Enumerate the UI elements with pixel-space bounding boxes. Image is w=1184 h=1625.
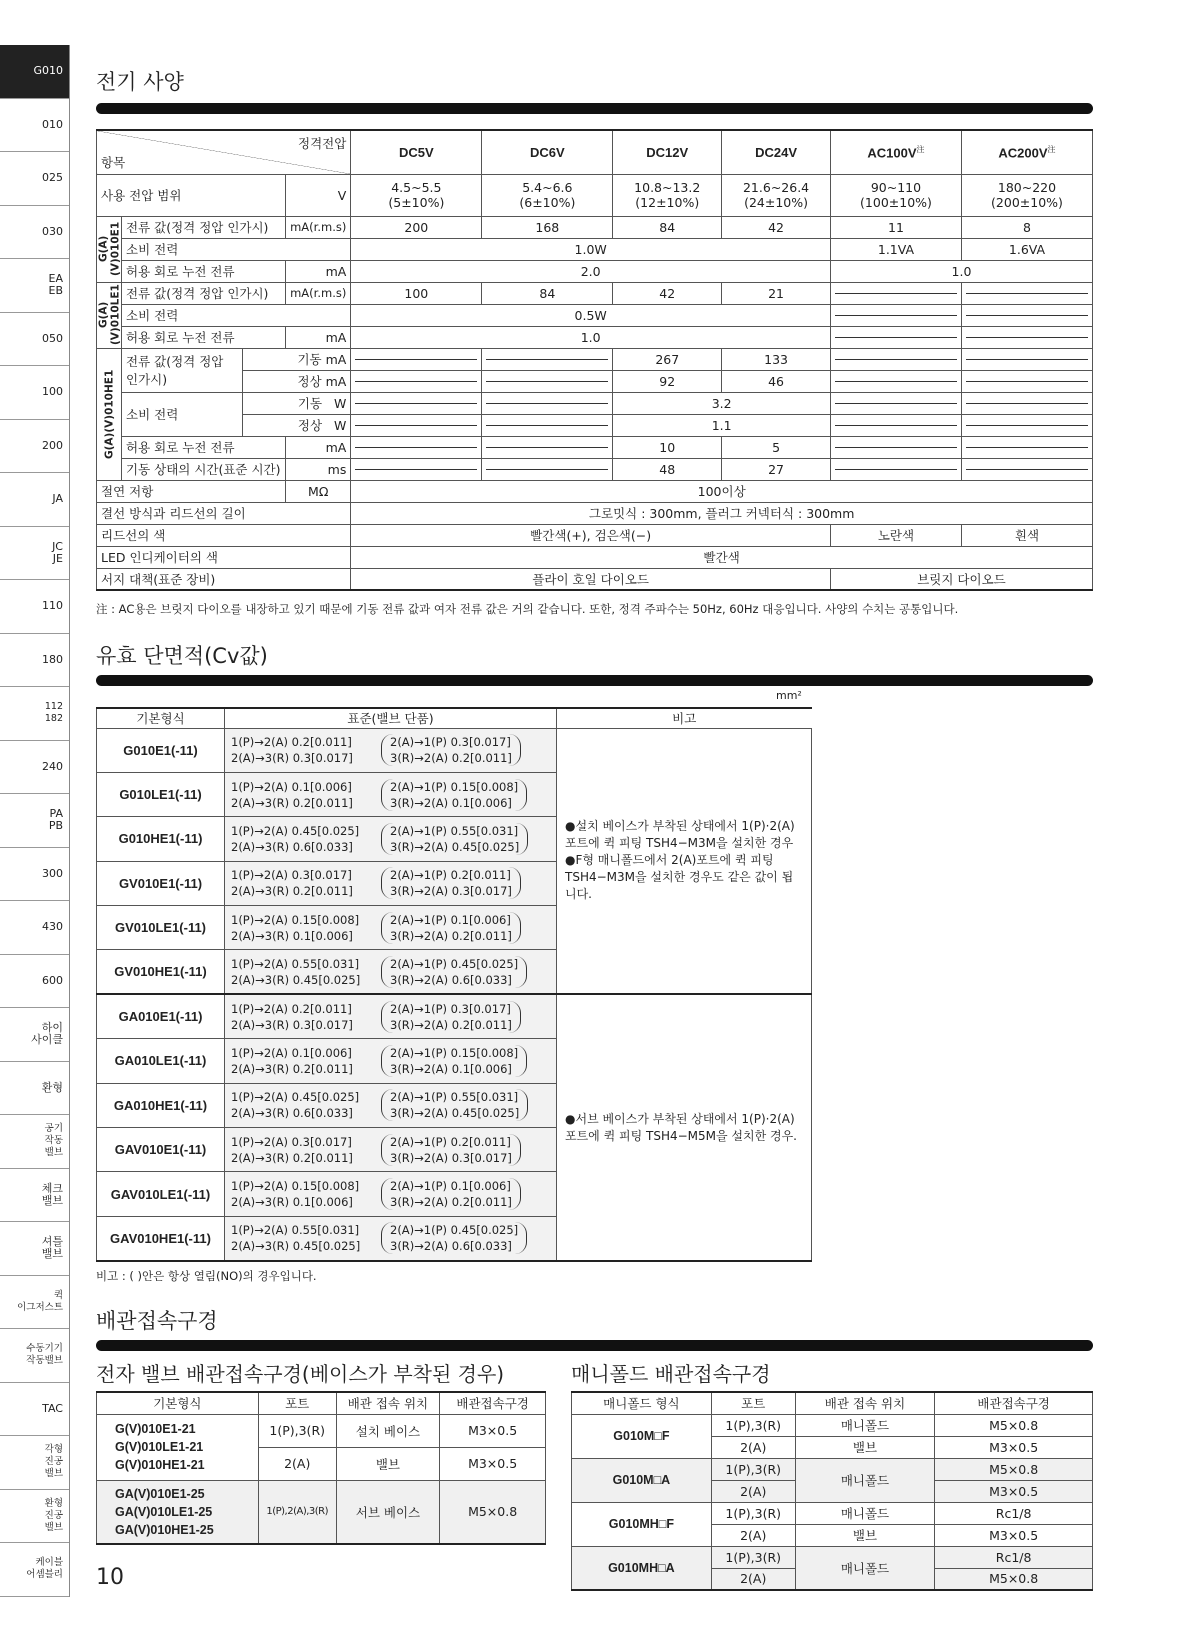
leak-value: 2.0 bbox=[351, 260, 831, 282]
spec-table bbox=[96, 129, 1093, 591]
location-cell: 매니폴드 bbox=[795, 1414, 935, 1436]
size-cell: M5×0.8 bbox=[935, 1414, 1093, 1436]
sidebar-tab[interactable]: EA EB bbox=[0, 259, 69, 313]
port-cell: 2(A) bbox=[711, 1568, 795, 1590]
cv-forward: 1(P)→2(A) 0.1[0.006] 2(A)→3(R) 0.2[0.011] bbox=[231, 1045, 353, 1076]
cv-remark: ●설치 베이스가 부착된 상태에서 1(P)·2(A)포트에 퀵 피팅 TSH4−M3M을 설치한 경우 ●F형 매니폴드에서 2(A)포트에 퀵 피팅 TSH4−M3M을 설치한 경우도 같은 값이 됩니다. bbox=[557, 728, 812, 994]
manifold-model: G010MH□A bbox=[572, 1546, 712, 1590]
leak-label: 허용 회로 누전 전류 bbox=[122, 436, 286, 458]
power-value: 1.1 bbox=[613, 414, 831, 436]
power-value: 1.6VA bbox=[961, 238, 1092, 260]
location-cell: 매니폴드 bbox=[795, 1546, 935, 1590]
cv-reverse: 2(A)→1(P) 0.2[0.011] 3(R)→2(A) 0.3[0.017] bbox=[381, 867, 521, 899]
sidebar-tab[interactable]: 600 bbox=[0, 955, 69, 1009]
cv-values bbox=[225, 950, 557, 994]
valve-piping-table bbox=[96, 1391, 546, 1545]
cv-model: G010LE1(-11) bbox=[97, 772, 225, 816]
cv-forward: 1(P)→2(A) 0.15[0.008] 2(A)→3(R) 0.1[0.006] bbox=[231, 1179, 360, 1210]
current-value: 42 bbox=[722, 216, 831, 238]
current-value: 11 bbox=[830, 216, 961, 238]
sidebar-tab[interactable]: 112 182 bbox=[0, 687, 69, 741]
cv-values bbox=[225, 994, 557, 1038]
size-cell: Rc1/8 bbox=[935, 1546, 1093, 1568]
piping-header: 배관 접속 위치 bbox=[336, 1392, 440, 1414]
range-tolerance: (24±10%) bbox=[744, 195, 809, 210]
port-cell: 2(A) bbox=[711, 1436, 795, 1458]
range-value: 90~110 bbox=[870, 180, 922, 195]
location-cell: 설치 베이스 bbox=[336, 1414, 440, 1447]
size-cell: M5×0.8 bbox=[440, 1480, 546, 1544]
leak-value: 1.0 bbox=[351, 326, 831, 348]
location-cell: 매니폴드 bbox=[795, 1458, 935, 1502]
sidebar-tab[interactable]: 010 bbox=[0, 99, 69, 153]
leak-label: 허용 회로 누전 전류 bbox=[122, 326, 286, 348]
size-cell: M5×0.8 bbox=[935, 1568, 1093, 1590]
cv-note: 비고 : ( )안은 항상 열림(NO)의 경우입니다. bbox=[96, 1269, 317, 1283]
current-value: 21 bbox=[722, 282, 831, 304]
manifold-model: G010MH□F bbox=[572, 1502, 712, 1546]
cv-model: GAV010LE1(-11) bbox=[97, 1172, 225, 1216]
sidebar-tab[interactable]: TAC bbox=[0, 1383, 69, 1437]
dash-cell bbox=[351, 414, 482, 436]
cv-forward: 1(P)→2(A) 0.3[0.017] 2(A)→3(R) 0.2[0.011] bbox=[231, 1134, 353, 1165]
dash-cell bbox=[351, 348, 482, 370]
size-cell: M3×0.5 bbox=[935, 1436, 1093, 1458]
cv-model: GV010LE1(-11) bbox=[97, 906, 225, 950]
dash-cell bbox=[482, 414, 613, 436]
cv-forward: 1(P)→2(A) 0.45[0.025] 2(A)→3(R) 0.6[0.033] bbox=[231, 1090, 360, 1121]
size-cell: M3×0.5 bbox=[440, 1447, 546, 1480]
dash-cell bbox=[830, 326, 961, 348]
cv-model: G010HE1(-11) bbox=[97, 817, 225, 861]
cv-model: GA010E1(-11) bbox=[97, 994, 225, 1038]
sidebar-tab[interactable]: 하이 사이클 bbox=[0, 1008, 69, 1062]
cv-values bbox=[225, 728, 557, 772]
sidebar-tab[interactable]: G010 bbox=[0, 45, 69, 99]
range-label: 사용 전압 범위 bbox=[97, 174, 286, 216]
size-cell: M3×0.5 bbox=[935, 1480, 1093, 1502]
location-cell: 밸브 bbox=[336, 1447, 440, 1480]
dash-cell bbox=[482, 392, 613, 414]
voltage-col: DC24V bbox=[722, 130, 831, 174]
lead-value: 노란색 bbox=[830, 524, 961, 546]
dash-cell bbox=[830, 282, 961, 304]
current-value: 200 bbox=[351, 216, 482, 238]
size-cell: M3×0.5 bbox=[440, 1414, 546, 1447]
dash-cell bbox=[961, 414, 1092, 436]
cv-model: G010E1(-11) bbox=[97, 728, 225, 772]
sidebar-tab[interactable]: JC JE bbox=[0, 527, 69, 581]
valve-model-group: GA(V)010E1-25 GA(V)010LE1-25 GA(V)010HE1-25 bbox=[97, 1480, 259, 1544]
dash-cell bbox=[961, 458, 1092, 480]
dash-cell bbox=[830, 436, 961, 458]
cv-model: GA010HE1(-11) bbox=[97, 1083, 225, 1127]
manifold-piping-title: 매니폴드 배관접속구경 bbox=[571, 1362, 771, 1386]
dash-cell bbox=[830, 414, 961, 436]
sidebar-tab[interactable]: 050 bbox=[0, 313, 69, 367]
sidebar-tab[interactable]: 각형 진공 밸브 bbox=[0, 1436, 69, 1490]
port-cell: 1(P),3(R) bbox=[258, 1414, 336, 1447]
cv-forward: 1(P)→2(A) 0.15[0.008] 2(A)→3(R) 0.1[0.006] bbox=[231, 912, 360, 943]
cv-forward: 1(P)→2(A) 0.3[0.017] 2(A)→3(R) 0.2[0.011] bbox=[231, 868, 353, 899]
range-value: 21.6~26.4 bbox=[742, 180, 810, 195]
current-value: 8 bbox=[961, 216, 1092, 238]
current-value: 267 bbox=[613, 348, 722, 370]
dash-cell bbox=[830, 458, 961, 480]
location-cell: 서브 베이스 bbox=[336, 1480, 440, 1544]
section-divider bbox=[96, 103, 1093, 114]
cv-reverse: 2(A)→1(P) 0.45[0.025] 3(R)→2(A) 0.6[0.033] bbox=[381, 956, 527, 988]
current-label: 전류 값(정격 정압 인가시) bbox=[122, 282, 286, 304]
cv-values bbox=[225, 1172, 557, 1216]
cv-forward: 1(P)→2(A) 0.2[0.011] 2(A)→3(R) 0.3[0.017] bbox=[231, 1001, 353, 1032]
sidebar-tab[interactable]: 030 bbox=[0, 206, 69, 260]
header-rated-voltage: 정격전압 bbox=[298, 136, 347, 151]
cv-reverse: 2(A)→1(P) 0.55[0.031] 3(R)→2(A) 0.45[0.025] bbox=[381, 823, 528, 855]
dash-cell bbox=[961, 348, 1092, 370]
cv-model: GV010HE1(-11) bbox=[97, 950, 225, 994]
page-number: 10 bbox=[96, 1565, 124, 1590]
range-tolerance: (5±10%) bbox=[388, 195, 445, 210]
sidebar-tab[interactable]: 430 bbox=[0, 901, 69, 955]
current-value: 92 bbox=[613, 370, 722, 392]
cv-unit: mm² bbox=[776, 689, 802, 702]
current-value: 84 bbox=[613, 216, 722, 238]
spec-note: 注 : AC용은 브릿지 다이오를 내장하고 있기 때문에 기동 전류 값과 여자 전류 값은 거의 같습니다. 또한, 정격 주파수는 50Hz, 60Hz 대응입니다. 사양의 수치는 공통입니다. bbox=[96, 602, 959, 616]
port-cell: 1(P),3(R) bbox=[711, 1546, 795, 1568]
cv-forward: 1(P)→2(A) 0.45[0.025] 2(A)→3(R) 0.6[0.033] bbox=[231, 823, 360, 854]
voltage-label: AC200V bbox=[998, 145, 1048, 161]
cv-values bbox=[225, 817, 557, 861]
start-ma-label: 기동 mA bbox=[242, 348, 351, 370]
sidebar-tab[interactable]: 체크 밸브 bbox=[0, 1169, 69, 1223]
current-unit: mA(r.m.s) bbox=[286, 282, 351, 304]
surge-value: 브릿지 다이오드 bbox=[830, 568, 1092, 590]
current-label: 전류 값(정격 정압 인가시) bbox=[122, 348, 243, 392]
dash-cell bbox=[482, 436, 613, 458]
range-unit: V bbox=[286, 174, 351, 216]
port-cell: 1(P),3(R) bbox=[711, 1458, 795, 1480]
dash-cell bbox=[961, 370, 1092, 392]
current-label: 전류 값(정격 정압 인가시) bbox=[122, 216, 286, 238]
dash-cell bbox=[482, 458, 613, 480]
port-cell: 1(P),2(A),3(R) bbox=[258, 1480, 336, 1544]
range-cell bbox=[961, 174, 1092, 216]
sidebar-tab[interactable]: 180 bbox=[0, 634, 69, 688]
voltage-col bbox=[961, 130, 1092, 174]
cv-reverse: 2(A)→1(P) 0.15[0.008] 3(R)→2(A) 0.1[0.006] bbox=[381, 779, 527, 811]
dash-cell bbox=[830, 392, 961, 414]
steady-w-label: 정상 W bbox=[242, 414, 351, 436]
section-divider bbox=[96, 675, 1093, 686]
dash-cell bbox=[351, 370, 482, 392]
dash-cell bbox=[961, 436, 1092, 458]
dash-cell bbox=[830, 304, 961, 326]
cv-values bbox=[225, 1039, 557, 1083]
wiring-label: 결선 방식과 리드선의 길이 bbox=[97, 502, 351, 524]
power-value: 3.2 bbox=[613, 392, 831, 414]
dash-cell bbox=[961, 304, 1092, 326]
dash-cell bbox=[351, 436, 482, 458]
leak-unit: mA bbox=[286, 436, 351, 458]
range-tolerance: (200±10%) bbox=[991, 195, 1063, 210]
voltage-col: DC6V bbox=[482, 130, 613, 174]
sidebar-tab[interactable]: 240 bbox=[0, 741, 69, 795]
steady-ma-label: 정상 mA bbox=[242, 370, 351, 392]
range-cell bbox=[482, 174, 613, 216]
note-mark: 注 bbox=[916, 145, 925, 155]
voltage-col: DC12V bbox=[613, 130, 722, 174]
cv-model: GAV010E1(-11) bbox=[97, 1128, 225, 1172]
dash-cell bbox=[482, 348, 613, 370]
dash-cell bbox=[830, 348, 961, 370]
piping-header: 포트 bbox=[711, 1392, 795, 1414]
dash-cell bbox=[351, 392, 482, 414]
wiring-value: 그로밋식 : 300mm, 플러그 커넥터식 : 300mm bbox=[351, 502, 1093, 524]
range-value: 180~220 bbox=[997, 180, 1057, 195]
port-cell: 2(A) bbox=[711, 1524, 795, 1546]
sidebar-tab[interactable]: 환형 진공 밸브 bbox=[0, 1490, 69, 1544]
cv-remark: ●서브 베이스가 부착된 상태에서 1(P)·2(A) 포트에 퀵 피팅 TSH4−M5M을 설치한 경우. bbox=[557, 994, 812, 1260]
voltage-label: AC100V bbox=[867, 145, 917, 161]
dash-cell bbox=[961, 326, 1092, 348]
cv-values bbox=[225, 772, 557, 816]
cv-model: GV010E1(-11) bbox=[97, 861, 225, 905]
power-label: 소비 전력 bbox=[122, 304, 351, 326]
cv-header: 기본형식 bbox=[97, 708, 225, 728]
port-cell: 1(P),3(R) bbox=[711, 1502, 795, 1524]
cv-forward: 1(P)→2(A) 0.55[0.031] 2(A)→3(R) 0.45[0.025] bbox=[231, 956, 361, 987]
range-cell bbox=[351, 174, 482, 216]
section-title-piping: 배관접속구경 bbox=[96, 1309, 218, 1333]
piping-header: 배관접속구경 bbox=[440, 1392, 546, 1414]
cv-forward: 1(P)→2(A) 0.1[0.006] 2(A)→3(R) 0.2[0.011] bbox=[231, 779, 353, 810]
range-cell bbox=[830, 174, 961, 216]
size-cell: M5×0.8 bbox=[935, 1458, 1093, 1480]
piping-header: 기본형식 bbox=[97, 1392, 259, 1414]
cv-reverse: 2(A)→1(P) 0.1[0.006] 3(R)→2(A) 0.2[0.011] bbox=[381, 1178, 521, 1210]
sidebar-tab[interactable]: 100 bbox=[0, 366, 69, 420]
sidebar-tab[interactable]: 200 bbox=[0, 420, 69, 474]
size-cell: Rc1/8 bbox=[935, 1502, 1093, 1524]
sidebar-tab[interactable]: 환형 bbox=[0, 1062, 69, 1116]
cv-values bbox=[225, 1216, 557, 1260]
sidebar-tab[interactable]: 110 bbox=[0, 580, 69, 634]
current-value: 100 bbox=[351, 282, 482, 304]
cv-reverse: 2(A)→1(P) 0.1[0.006] 3(R)→2(A) 0.2[0.011] bbox=[381, 912, 521, 944]
location-cell: 밸브 bbox=[795, 1524, 935, 1546]
sidebar-tab[interactable]: 케이블 어셈블리 bbox=[0, 1543, 69, 1597]
cv-reverse: 2(A)→1(P) 0.3[0.017] 3(R)→2(A) 0.2[0.011] bbox=[381, 734, 521, 766]
range-tolerance: (12±10%) bbox=[635, 195, 700, 210]
cv-values bbox=[225, 861, 557, 905]
note-mark: 注 bbox=[1047, 145, 1056, 155]
leak-unit: mA bbox=[286, 260, 351, 282]
section-title-cv: 유효 단면적(Cv값) bbox=[96, 644, 268, 668]
range-cell bbox=[613, 174, 722, 216]
led-value: 빨간색 bbox=[351, 546, 1093, 568]
surge-label: 서지 대책(표준 장비) bbox=[97, 568, 351, 590]
dash-cell bbox=[961, 392, 1092, 414]
time-value: 48 bbox=[613, 458, 722, 480]
current-value: 133 bbox=[722, 348, 831, 370]
sidebar-tab[interactable]: 수동기기 작동밸브 bbox=[0, 1329, 69, 1383]
piping-header: 매니폴드 형식 bbox=[572, 1392, 712, 1414]
cv-reverse: 2(A)→1(P) 0.45[0.025] 3(R)→2(A) 0.6[0.033] bbox=[381, 1222, 527, 1254]
dash-cell bbox=[482, 370, 613, 392]
cv-reverse: 2(A)→1(P) 0.3[0.017] 3(R)→2(A) 0.2[0.011] bbox=[381, 1001, 521, 1033]
leak-label: 허용 회로 누전 전류 bbox=[122, 260, 286, 282]
port-cell: 2(A) bbox=[711, 1480, 795, 1502]
sidebar-tab[interactable]: 셔틀 밸브 bbox=[0, 1222, 69, 1276]
sidebar-tab[interactable]: 퀵 이그저스트 bbox=[0, 1276, 69, 1330]
cv-values bbox=[225, 906, 557, 950]
current-value: 168 bbox=[482, 216, 613, 238]
power-value: 0.5W bbox=[351, 304, 831, 326]
lead-value: 빨간색(+), 검은색(−) bbox=[351, 524, 831, 546]
voltage-col bbox=[830, 130, 961, 174]
power-value: 1.0W bbox=[351, 238, 831, 260]
leak-value: 5 bbox=[722, 436, 831, 458]
current-value: 46 bbox=[722, 370, 831, 392]
group-label-e1: G(A)(V)010E1 bbox=[97, 216, 122, 282]
leak-value: 10 bbox=[613, 436, 722, 458]
lead-value: 흰색 bbox=[961, 524, 1092, 546]
sidebar-tab[interactable]: 300 bbox=[0, 848, 69, 902]
cv-values bbox=[225, 1083, 557, 1127]
manifold-model: G010M□F bbox=[572, 1414, 712, 1458]
cv-values bbox=[225, 1128, 557, 1172]
led-label: LED 인디케이터의 색 bbox=[97, 546, 351, 568]
cv-model: GA010LE1(-11) bbox=[97, 1039, 225, 1083]
dash-cell bbox=[351, 458, 482, 480]
cv-reverse: 2(A)→1(P) 0.55[0.031] 3(R)→2(A) 0.45[0.025] bbox=[381, 1089, 528, 1121]
power-value: 1.1VA bbox=[830, 238, 961, 260]
insulation-label: 절연 저항 bbox=[97, 480, 286, 502]
range-value: 4.5~5.5 bbox=[391, 180, 442, 195]
leak-value: 1.0 bbox=[830, 260, 1092, 282]
power-label: 소비 전력 bbox=[122, 392, 243, 436]
section-title-electrical: 전기 사양 bbox=[96, 70, 184, 94]
range-value: 5.4~6.6 bbox=[522, 180, 573, 195]
insulation-value: 100이상 bbox=[351, 480, 1093, 502]
time-label: 기동 상태의 시간(표준 시간) bbox=[122, 458, 286, 480]
piping-header: 포트 bbox=[258, 1392, 336, 1414]
section-divider bbox=[96, 1340, 1093, 1351]
cv-forward: 1(P)→2(A) 0.2[0.011] 2(A)→3(R) 0.3[0.017] bbox=[231, 735, 353, 766]
lead-label: 리드선의 색 bbox=[97, 524, 351, 546]
time-unit: ms bbox=[286, 458, 351, 480]
cv-reverse: 2(A)→1(P) 0.15[0.008] 3(R)→2(A) 0.1[0.006] bbox=[381, 1045, 527, 1077]
manifold-model: G010M□A bbox=[572, 1458, 712, 1502]
header-diagonal-cell bbox=[97, 130, 351, 174]
current-unit: mA(r.m.s) bbox=[286, 216, 351, 238]
sidebar-tab[interactable]: PA PB bbox=[0, 794, 69, 848]
power-label: 소비 전력 bbox=[122, 238, 351, 260]
surge-value: 플라이 호일 다이오드 bbox=[351, 568, 831, 590]
port-cell: 2(A) bbox=[258, 1447, 336, 1480]
manifold-piping-table bbox=[571, 1391, 1093, 1591]
group-label-le1: G(A)(V)010LE1 bbox=[97, 282, 122, 348]
valve-model-group: G(V)010E1-21 G(V)010LE1-21 G(V)010HE1-21 bbox=[97, 1414, 259, 1480]
cv-header: 표준(밸브 단품) bbox=[225, 708, 557, 728]
cv-reverse: 2(A)→1(P) 0.2[0.011] 3(R)→2(A) 0.3[0.017] bbox=[381, 1134, 521, 1166]
sidebar-nav bbox=[0, 45, 70, 1597]
cv-header: 비고 bbox=[557, 708, 812, 728]
piping-header: 배관접속구경 bbox=[935, 1392, 1093, 1414]
range-tolerance: (6±10%) bbox=[519, 195, 576, 210]
group-label-he1: G(A)(V)010HE1 bbox=[97, 348, 122, 480]
port-cell: 1(P),3(R) bbox=[711, 1414, 795, 1436]
insulation-unit: MΩ bbox=[286, 480, 351, 502]
cv-model: GAV010HE1(-11) bbox=[97, 1216, 225, 1260]
range-tolerance: (100±10%) bbox=[860, 195, 932, 210]
sidebar-tab[interactable]: 공기 작동 밸브 bbox=[0, 1115, 69, 1169]
dash-cell bbox=[961, 282, 1092, 304]
leak-unit: mA bbox=[286, 326, 351, 348]
range-cell bbox=[722, 174, 831, 216]
current-value: 84 bbox=[482, 282, 613, 304]
range-value: 10.8~13.2 bbox=[634, 180, 701, 195]
sidebar-tab[interactable]: 025 bbox=[0, 152, 69, 206]
voltage-col: DC5V bbox=[351, 130, 482, 174]
cv-forward: 1(P)→2(A) 0.55[0.031] 2(A)→3(R) 0.45[0.025] bbox=[231, 1223, 361, 1254]
location-cell: 밸브 bbox=[795, 1436, 935, 1458]
sidebar-tab[interactable]: JA bbox=[0, 473, 69, 527]
dash-cell bbox=[830, 370, 961, 392]
size-cell: M3×0.5 bbox=[935, 1524, 1093, 1546]
start-w-label: 기동 W bbox=[242, 392, 351, 414]
header-item: 항목 bbox=[101, 154, 126, 170]
current-value: 42 bbox=[613, 282, 722, 304]
piping-header: 배관 접속 위치 bbox=[795, 1392, 935, 1414]
cv-table bbox=[96, 707, 812, 1262]
location-cell: 매니폴드 bbox=[795, 1502, 935, 1524]
valve-piping-title: 전자 밸브 배관접속구경(베이스가 부착된 경우) bbox=[96, 1362, 505, 1386]
time-value: 27 bbox=[722, 458, 831, 480]
